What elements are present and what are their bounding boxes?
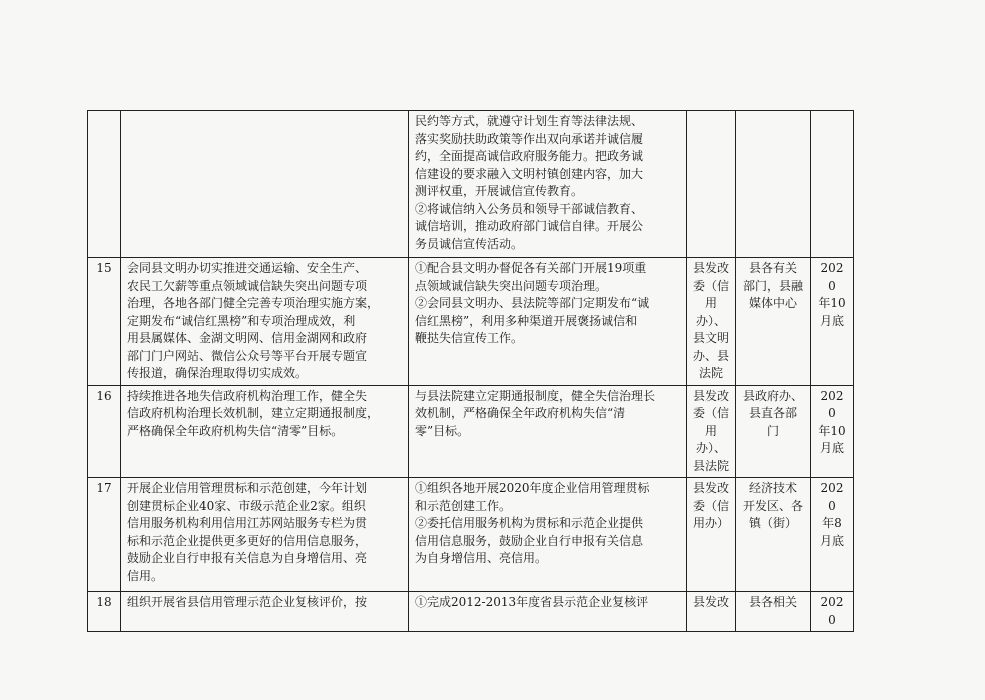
row-number-cell (88, 258, 121, 386)
measures-line: 信用信息服务，鼓励企业自行申报有关信息 (415, 533, 644, 548)
measures-line: 效机制，严格确保全年政府机构失信“清 (415, 406, 626, 420)
measures-line: ②委托信用服务机构为贯标和示范企业提供 (415, 516, 644, 530)
responsible-unit-line: 部门，县融 (742, 278, 803, 293)
task-line: 会同县文明办切实推进交通运输、安全生产、 (127, 261, 368, 275)
lead-unit-line: 用办）、 (695, 296, 726, 328)
table-row (88, 592, 854, 632)
responsible-unit-cell (736, 385, 811, 478)
lead-unit-cell (687, 258, 736, 386)
task-line: 严格确保全年政府机构失信“清零”目标。 (127, 423, 344, 438)
task-line: 信政府机构治理长效机制，建立定期通报制度， (127, 406, 380, 420)
responsible-unit-cell (736, 592, 811, 632)
deadline-line: 2020 (820, 261, 844, 293)
row-number: 16 (96, 388, 112, 403)
lead-unit-cell (687, 111, 736, 258)
row-number: 17 (96, 481, 112, 495)
task-line: 定期发布“诚信红黑榜”和专项治理成效，利 (127, 313, 356, 328)
task-cell (121, 111, 409, 258)
lead-unit-line: 办、县 (693, 348, 730, 363)
task-table (87, 110, 854, 632)
row-number: 18 (96, 595, 112, 609)
task-line: 持续推进各地失信政府机构治理工作，健全失 (127, 388, 368, 403)
responsible-unit-line: 县政府办、 (742, 388, 803, 403)
measures-line: ②会同县文明办、县法院等部门定期发布“诚 (415, 296, 650, 310)
deadline-cell (811, 111, 854, 258)
responsible-unit-line: 门 (766, 423, 779, 438)
measures-line: ①配合县文明办督促各有关部门开展19项重 (415, 261, 647, 275)
deadline-line: 2020 (820, 481, 844, 513)
measures-line: 务员诚信宣传活动。 (415, 236, 524, 251)
task-table-body (88, 111, 854, 632)
lead-unit-cell (687, 478, 736, 592)
task-line: 治理，各地各部门健全完善专项治理实施方案， (127, 296, 380, 310)
row-number: 15 (96, 261, 112, 275)
lead-unit-line: 法院 (698, 366, 723, 380)
responsible-unit-line: 经济技术 (748, 481, 797, 495)
lead-unit-line: 用办） (693, 516, 730, 530)
measures-line: 点领域诚信缺失突出问题专项治理。 (415, 278, 608, 293)
measures-line: ①组织各地开展2020年度企业信用管理贯标 (415, 481, 650, 495)
task-line: 开展企业信用管理贯标和示范创建，今年计划 (127, 481, 368, 495)
lead-unit-line: 用办）、 (695, 423, 726, 455)
task-line: 信用服务机构利用信用江苏网站服务专栏为贯 (127, 516, 368, 530)
lead-unit-line: 县发改 (693, 388, 730, 403)
measures-line: ②将诚信纳入公务员和领导干部诚信教育、 (415, 201, 644, 216)
task-cell (121, 478, 409, 592)
lead-unit-line: 委（信 (693, 278, 730, 293)
deadline-line: 2020 (820, 595, 844, 627)
task-line: 创建贯标企业40家、市级示范企业2家。组织 (127, 498, 366, 513)
deadline-cell (811, 258, 854, 386)
lead-unit-line: 委（信 (693, 498, 730, 513)
task-line: 用县属媒体、金湖文明网、信用金湖网和政府 (127, 331, 368, 345)
responsible-unit-line: 县各有关 (748, 261, 797, 275)
deadline-line: 2020 (820, 388, 844, 420)
measures-line: 和示范创建工作。 (415, 498, 512, 513)
row-number-cell (88, 111, 121, 258)
measures-line: 民约等方式，就遵守计划生育等法律法规、 (415, 114, 644, 128)
lead-unit-line: 县法院 (693, 458, 730, 473)
responsible-unit-line: 镇（街） (748, 516, 797, 530)
responsible-unit-line: 媒体中心 (748, 296, 797, 310)
lead-unit-line: 县发改 (693, 261, 730, 275)
task-line: 组织开展省县信用管理示范企业复核评价，按 (127, 595, 368, 609)
task-cell (121, 258, 409, 386)
responsible-unit-line: 开发区、各 (742, 498, 803, 513)
deadline-cell (811, 592, 854, 632)
measures-line: 约，全面提高诚信政府服务能力。把政务诚 (415, 149, 644, 163)
measures-cell (409, 111, 687, 258)
deadline-line: 年8 (822, 516, 842, 530)
measures-line: 为自身增信用、亮信用。 (415, 551, 548, 565)
responsible-unit-cell (736, 111, 811, 258)
lead-unit-cell (687, 385, 736, 478)
task-cell (121, 592, 409, 632)
deadline-line: 年10 (818, 296, 846, 310)
lead-unit-line: 县文明 (693, 331, 730, 345)
lead-unit-line: 县发改 (693, 595, 730, 609)
deadline-line: 月底 (819, 533, 844, 548)
table-row (88, 385, 854, 478)
lead-unit-line: 县发改 (693, 481, 730, 495)
table-row (88, 111, 854, 258)
measures-line: 诚信培训，推动政府部门诚信自律。开展公 (415, 219, 644, 233)
measures-line: 信红黑榜”，利用多种渠道开展褒扬诚信和 (415, 313, 638, 328)
responsible-unit-line: 县直各部 (748, 406, 797, 420)
row-number-cell (88, 385, 121, 478)
responsible-unit-cell (736, 478, 811, 592)
deadline-cell (811, 385, 854, 478)
deadline-line: 年10 (818, 423, 846, 438)
measures-line: 与县法院建立定期通报制度，健全失信治理长 (415, 388, 656, 403)
task-line: 传报道，确保治理取得切实成效。 (127, 366, 308, 380)
measures-line: ①完成2012-2013年度省县示范企业复核评 (415, 595, 649, 609)
table-row (88, 258, 854, 386)
task-line: 农民工欠薪等重点领域诚信缺失突出问题专项 (127, 278, 368, 293)
row-number-cell (88, 592, 121, 632)
measures-cell (409, 478, 687, 592)
measures-line: 落实奖励扶助政策等作出双向承诺并诚信履 (415, 131, 644, 146)
measures-line: 测评权重，开展诚信宣传教育。 (415, 184, 584, 198)
lead-unit-cell (687, 592, 736, 632)
task-line: 部门门户网站、微信公众号等平台开展专题宣 (127, 348, 368, 363)
responsible-unit-line: 县各相关 (748, 595, 797, 609)
measures-cell (409, 592, 687, 632)
row-number-cell (88, 478, 121, 592)
task-line: 标和示范企业提供更多更好的信用信息服务， (127, 533, 368, 548)
measures-line: 信建设的要求融入文明村镇创建内容，加大 (415, 166, 644, 181)
responsible-unit-cell (736, 258, 811, 386)
measures-cell (409, 385, 687, 478)
measures-cell (409, 258, 687, 386)
deadline-cell (811, 478, 854, 592)
measures-line: 零”目标。 (415, 423, 470, 438)
task-line: 信用。 (127, 568, 164, 583)
task-cell (121, 385, 409, 478)
deadline-line: 月底 (819, 313, 844, 328)
task-line: 鼓励企业自行申报有关信息为自身增信用、亮 (127, 551, 368, 565)
measures-line: 鞭挞失信宣传工作。 (415, 331, 524, 345)
table-row (88, 478, 854, 592)
deadline-line: 月底 (819, 441, 844, 455)
lead-unit-line: 委（信 (693, 406, 730, 420)
